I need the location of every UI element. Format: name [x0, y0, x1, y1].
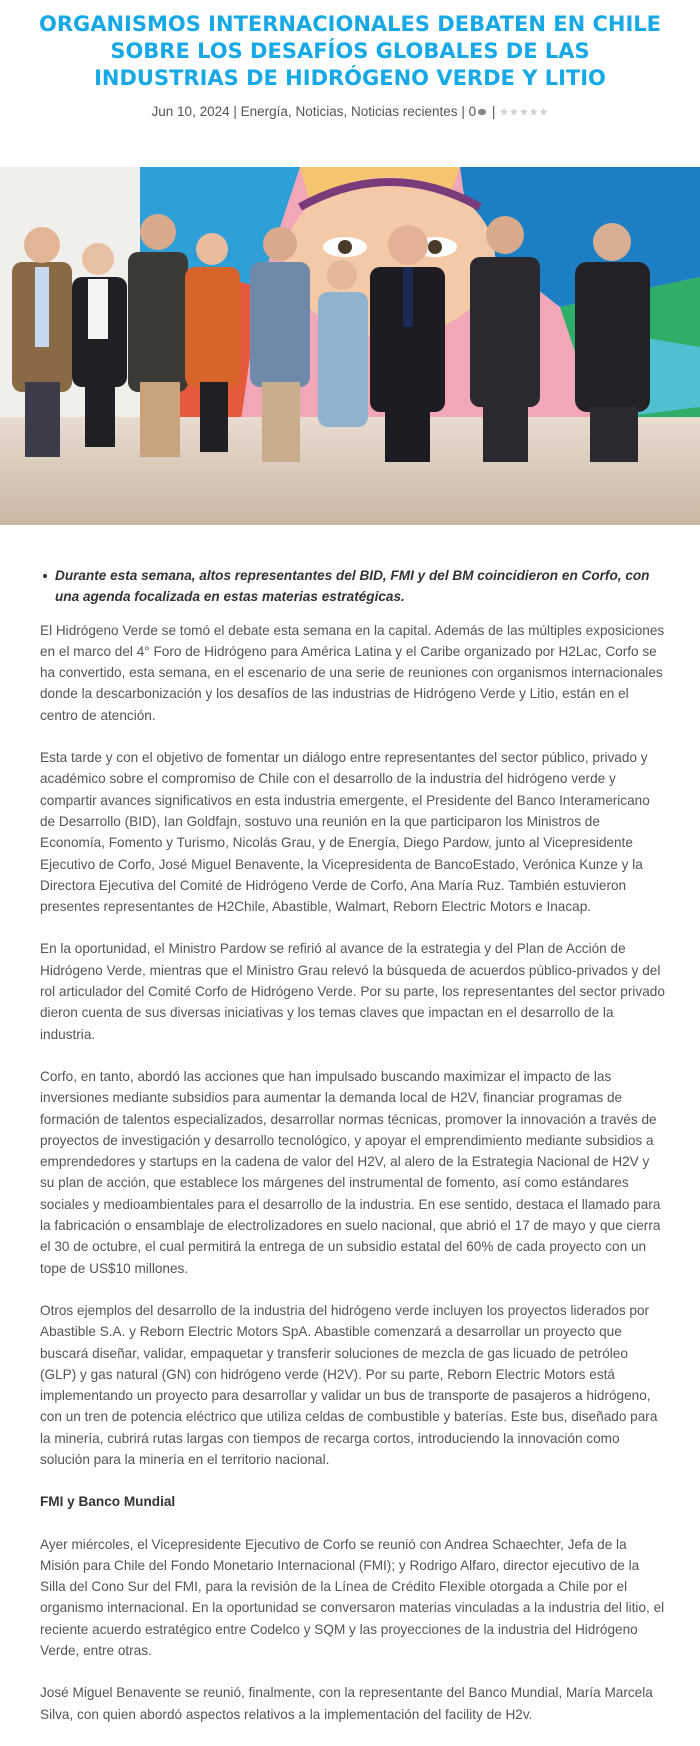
article-title: ORGANISMOS INTERNACIONALES DEBATEN EN CHILE SOBRE LOS DESAFÍOS GLOBALES DE LAS INDUSTRIAS DE HIDRÓGENO VERDE Y LITIO	[38, 12, 662, 90]
paragraph: Esta tarde y con el objetivo de fomentar un diálogo entre representantes del sector público, privado y académico sobre el compromiso de Chile con el desarrollo de la industria del hidrógeno verde y compartir avances significativos en esta industria emergente, el Presidente del Banco Interamericano de Desarrollo (BID), Ian Goldfajn, sostuvo una reunión en la que participaron los Ministros de Economía, Fomento y Turismo, Nicolás Grau, y de Energía, Diego Pardow, junto al Vicepresidente Ejecutivo de Corfo, José Miguel Benavente, la Vicepresidenta de BancoEstado, Verónica Kunze y la Directora Ejecutiva del Comité de Hidrógeno Verde de Corfo, Ana María Ruz. También estuvieron presentes representantes de H2Chile, Abastible, Walmart, Reborn Electric Motors e Inacap.	[40, 750, 650, 915]
paragraph: El Hidrógeno Verde se tomó el debate esta semana en la capital. Además de las múltiples exposiciones en el marco del 4° Foro de Hidrógeno para América Latina y el Caribe organizado por H2Lac, Corfo se ha convertido, esta semana, en el escenario de una serie de reuniones con organismos internacionales donde la descarbonización y los desafíos de las industrias de Hidrógeno Verde y Litio, están en el centro de atención.	[40, 622, 665, 723]
section-heading: FMI y Banco Mundial	[40, 1494, 176, 1510]
comment-count: 0	[468, 104, 477, 119]
comment-bubble-icon	[478, 109, 486, 115]
post-date: Jun 10, 2024	[151, 104, 230, 119]
featured-image	[0, 167, 700, 525]
paragraph: Otros ejemplos del desarrollo de la industria del hidrógeno verde incluyen los proyectos liderados por Abastible S.A. y Reborn Electric Motors SpA. Abastible comenzará a desarrollar un proyecto que buscará diseñar, validar, empaquetar y transferir soluciones de mezcla de gas licuado de petróleo (GLP) y gas natural (GN) con hidrógeno verde (H2V). Por su parte, Reborn Electric Motors está implementando un proyecto para desarrollar y validar un bus de transporte de pasajeros a hidrógeno, con un tren de potencia eléctrico que utiliza celdas de combustible y baterías. Este bus, diseñado para la minería, cubrirá rutas largas con tiempos de recarga cortos, introduciendo la innovación como solución para la minería en el territorio nacional.	[40, 1302, 658, 1467]
comments-link[interactable]	[469, 104, 489, 119]
lead-bullet: Durante esta semana, altos representantes del BID, FMI y del BM coincidieron en Corfo, con una agenda focalizada en estas materias estratégicas.	[40, 565, 666, 608]
paragraph: Ayer miércoles, el Vicepresidente Ejecutivo de Corfo se reunió con Andrea Schaechter, Jefa de la Misión para Chile del Fondo Monetario Internacional (FMI); y Rodrigo Alfaro, director ejecutivo de la Silla del Cono Sur del FMI, para la revisión de la Línea de Crédito Flexible otorgada a Chile por el organismo internacional. En la oportunidad se conversaron materias vinculadas a la industria del litio, el reciente acuerdo estratégico entre Codelco y SQM y las proyecciones de la industria del Hidrógeno Verde, entre otras.	[40, 1536, 665, 1659]
category-link-noticias[interactable]: Noticias	[295, 104, 344, 119]
meta-separator: |	[461, 104, 465, 119]
meta-separator: |	[491, 104, 496, 119]
meta-separator: |	[233, 104, 237, 119]
paragraph: Corfo, en tanto, abordó las acciones que han impulsado buscando maximizar el impacto de las inversiones mediante subsidios para aumentar la demanda local de H2V, financiar programas de formación de talentos especializados, desarrollar normas técnicas, promover la innovación a través de proyectos de investigación y desarrollo tecnológico, y apoyar el emprendimiento mediante subsidios a emprendedores y startups en la cadena de valor del H2V, al alero de la Estrategia Nacional de H2V y su plan de acción, que establece los márgenes del instrumental de fomento, así como estándares sociales y medioambientales para el desarrollo de la industria. En ese sentido, destaca el llamado para la fabricación o ensamblaje de electrolizadores en suelo nacional, que abrió el 17 de mayo y que cierra el 30 de octubre, el cual permitirá la entrega de un subsidio estatal del 60% de cada proyecto con un tope de US$10 millones.	[40, 1068, 661, 1276]
paragraph: José Miguel Benavente se reunió, finalmente, con la representante del Banco Mundial, María Marcela Silva, con quien abordó aspectos relativos a la implementación del facility de H2v.	[40, 1685, 653, 1722]
category-link-noticias-recientes[interactable]: Noticias recientes	[351, 104, 458, 119]
post-meta: Jun 10, 2024 | Energía, Noticias, Noticias recientes | 0 | ★★★★★	[151, 104, 549, 119]
rating-stars-icon[interactable]: ★★★★★	[499, 106, 549, 119]
paragraph: En la oportunidad, el Ministro Pardow se refirió al avance de la estrategia y del Plan de Acción de Hidrógeno Verde, mientras que el Ministro Grau relevó la búsqueda de acuerdos público-privados y del rol articulador del Comité Corfo de Hidrógeno Verde. Por su parte, los representantes del sector privado dieron cuenta de sus diversas iniciativas y los temas claves que impactan en el desarrollo de la industria.	[40, 941, 665, 1042]
category-link-energia[interactable]: Energía	[240, 104, 288, 119]
article-body	[40, 565, 666, 1746]
